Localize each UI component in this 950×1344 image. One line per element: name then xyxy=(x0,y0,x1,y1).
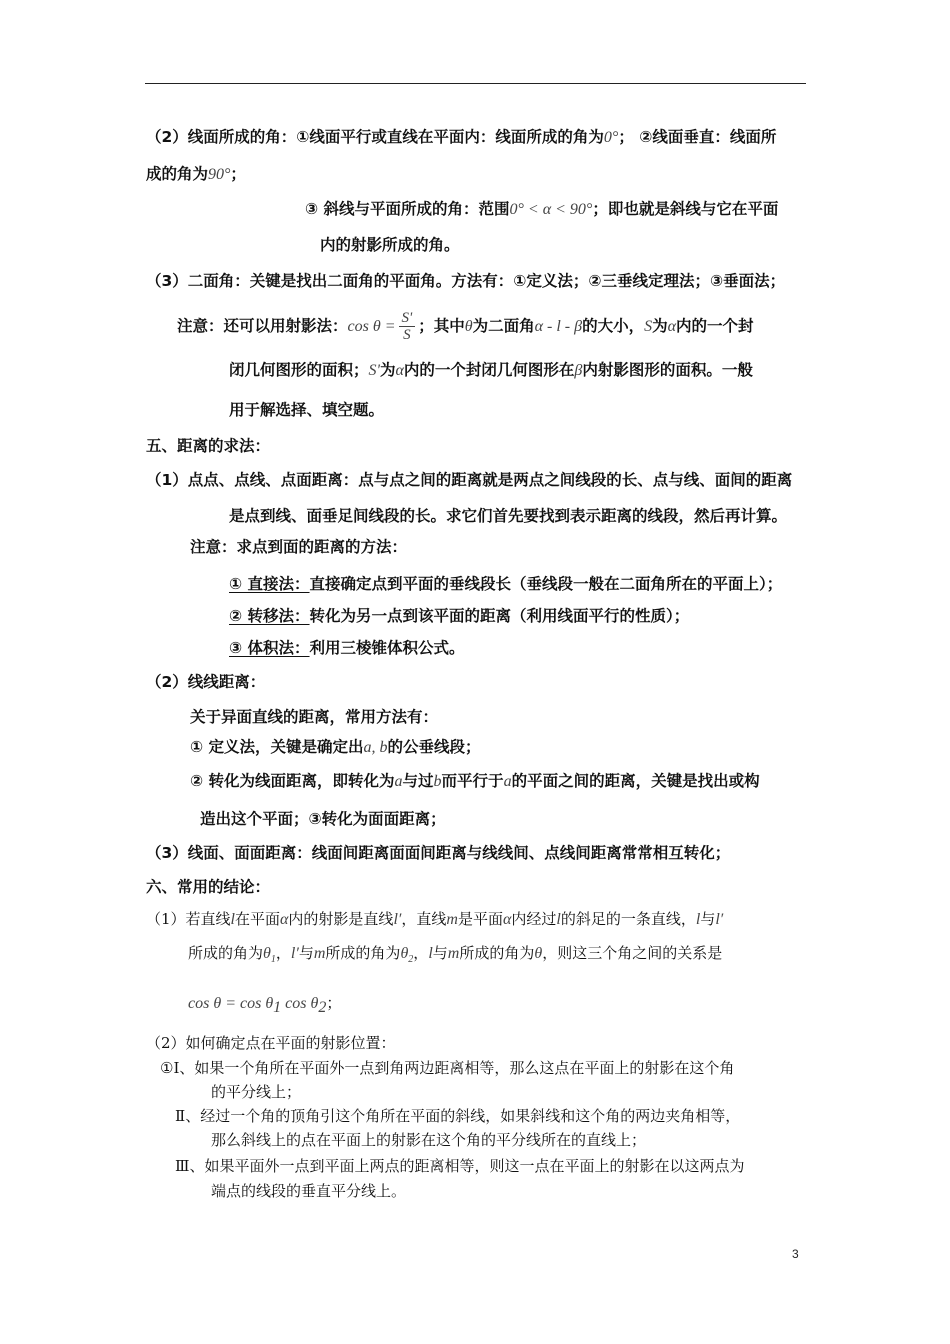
text: 所成的角为 xyxy=(325,944,401,962)
method-transfer xyxy=(229,605,689,627)
text: 闭几何图形的面积； xyxy=(229,361,369,379)
angle-line-plane-line2 xyxy=(146,163,246,186)
text: 利用三棱锥体积公式。 xyxy=(309,639,465,657)
section-five-title: 五、距离的求法： xyxy=(146,437,271,455)
text: 是平面 xyxy=(457,910,503,928)
math-zero-degree: 0° xyxy=(603,129,619,146)
text: 直接确定点到平面的垂线段长（垂线段一般在二面角所在的平面上）； xyxy=(309,575,783,593)
math-angle-range: 0° < α < 90° xyxy=(509,201,593,218)
projection-position-title: （2）如何确定点在平面的射影位置： xyxy=(146,1034,396,1052)
text: ； xyxy=(326,994,342,1012)
math-m: m xyxy=(446,911,458,928)
text: ； ②线面垂直：线面所 xyxy=(618,128,777,146)
math-l: l xyxy=(230,911,235,928)
subscript: 2 xyxy=(408,954,414,966)
conclusion-one-line2 xyxy=(188,936,722,977)
math-S-prime: S' xyxy=(368,362,380,379)
point-plane-note: 注意：求点到面的距离的方法： xyxy=(190,538,408,556)
text: 内射影图形的面积。一般 xyxy=(582,361,753,379)
text: ， xyxy=(275,944,291,962)
text: 内的一个封闭几何图形在 xyxy=(403,361,575,379)
projection-rule-3b: 端点的线段的垂直平分线上。 xyxy=(211,1182,407,1200)
math-b: b xyxy=(433,773,442,790)
math-l: l xyxy=(428,945,433,962)
text: 为二面角 xyxy=(472,317,535,335)
text: 内的射影是直线 xyxy=(288,910,394,928)
text: 与 xyxy=(432,944,448,962)
oblique-line-angle-line2: 内的射影所成的角。 xyxy=(320,236,460,254)
text: 与过 xyxy=(402,772,434,790)
conclusion-one-line1 xyxy=(146,908,723,931)
text: ；即也就是斜线与它在平面 xyxy=(592,200,779,218)
math-dihedral: α - l - β xyxy=(534,318,583,335)
text: （2）线面所成的角：①线面平行或直线在平面内：线面所成的角为 xyxy=(146,128,604,146)
text: ③ 斜线与平面所成的角：范围 xyxy=(305,200,510,218)
math-alpha: α xyxy=(667,318,677,335)
angle-line-plane-line1 xyxy=(146,126,776,149)
projection-rule-2b: 那么斜线上的点在平面上的射影在这个角的平分线所在的直线上； xyxy=(211,1131,647,1149)
text: ，则这三个角之间的关系是 xyxy=(542,944,723,962)
math-theta-1 xyxy=(263,945,276,966)
math-m: m xyxy=(447,945,460,962)
subscript: 1 xyxy=(273,999,282,1016)
skew-method-transform2: 造出这个平面；③转化为面面距离； xyxy=(200,810,446,828)
symbol: θ xyxy=(400,945,409,962)
text: 所成的角为 xyxy=(459,944,535,962)
text: 在平面 xyxy=(235,910,281,928)
math-a: a xyxy=(503,773,512,790)
text: ② 转移法： xyxy=(229,607,310,625)
text: 的大小， xyxy=(582,317,645,335)
dihedral-angle-line: （3）二面角：关键是找出二面角的平面角。方法有：①定义法；②三垂线定理法；③垂面法； xyxy=(146,272,786,290)
text: 内的一个封 xyxy=(676,317,754,335)
math-ab: a, b xyxy=(363,739,388,756)
method-direct xyxy=(229,573,782,595)
math-theta: θ xyxy=(534,945,543,962)
projection-rule-2: Ⅱ、经过一个角的顶角引这个角所在平面的斜线，如果斜线和这个角的两边夹角相等， xyxy=(175,1107,741,1125)
line-line-distance-title: （2）线线距离： xyxy=(146,673,266,691)
math-m: m xyxy=(313,945,326,962)
math-theta: θ xyxy=(464,318,473,335)
fraction-numerator: S' xyxy=(399,310,416,327)
text: 与 xyxy=(700,910,716,928)
math-formula-part: cos θ xyxy=(281,995,319,1012)
text: ，直线 xyxy=(401,910,447,928)
math-alpha: α xyxy=(395,362,404,379)
text: ， xyxy=(413,944,429,962)
header-rule xyxy=(145,83,806,84)
math-theta-2 xyxy=(400,945,414,966)
subscript: 1 xyxy=(270,954,276,966)
text: 的公垂线段； xyxy=(387,738,481,756)
text: ① 定义法，关键是确定出 xyxy=(190,738,364,756)
symbol: θ xyxy=(263,945,271,962)
text: 为 xyxy=(652,317,668,335)
math-l: l xyxy=(695,911,701,928)
math-a: a xyxy=(394,773,403,790)
math-alpha: α xyxy=(502,911,512,928)
text: （1）若直线 xyxy=(146,910,231,928)
text: 为 xyxy=(379,361,396,379)
text: 与 xyxy=(298,944,314,962)
math-fraction xyxy=(399,310,416,343)
projection-method-line xyxy=(177,310,754,343)
projection-rule-1b: 的平分线上； xyxy=(211,1083,302,1101)
text: 内经过 xyxy=(511,910,557,928)
text: ； xyxy=(230,165,246,183)
subscript: 2 xyxy=(318,999,327,1016)
math-l-prime: l′ xyxy=(715,911,724,928)
oblique-line-angle-line xyxy=(305,198,778,221)
page-number: 3 xyxy=(792,1247,799,1261)
text: ③ 体积法： xyxy=(229,639,310,657)
text: ① 直接法： xyxy=(229,575,310,593)
projection-rule-3: Ⅲ、如果平面外一点到平面上两点的距离相等，则这一点在平面上的射影在以这两点为 xyxy=(175,1157,745,1175)
text: 成的角为 xyxy=(146,165,209,183)
point-distance-line1: （1）点点、点线、点面距离：点与点之间的距离就是两点之间线段的长、点与线、面间的距离 xyxy=(146,471,793,489)
projection-method-line3: 用于解选择、填空题。 xyxy=(229,401,385,419)
math-formula-part: cos θ = cos θ xyxy=(188,995,274,1012)
math-l-prime: l′ xyxy=(393,911,402,928)
math-ninety-degree: 90° xyxy=(208,166,231,183)
text: 而平行于 xyxy=(441,772,504,790)
math-beta: β xyxy=(574,362,583,379)
math-alpha: α xyxy=(280,911,289,928)
skew-method-transform xyxy=(190,770,760,793)
point-distance-line2: 是点到线、面垂足间线段的长。求它们首先要找到表示距离的线段，然后再计算。 xyxy=(229,507,788,525)
skew-lines-intro: 关于异面直线的距离，常用方法有： xyxy=(190,708,439,726)
text: 的斜足的一条直线， xyxy=(560,910,696,928)
skew-method-definition xyxy=(190,736,481,759)
fraction-denominator: S xyxy=(403,327,411,343)
math-S: S xyxy=(644,318,653,335)
projection-rule-1: ①Ⅰ、如果一个角所在平面外一点到角两边距离相等，那么这点在平面上的射影在这个角 xyxy=(160,1059,735,1077)
text: 所成的角为 xyxy=(188,944,264,962)
math-cos-theta: cos θ = xyxy=(347,318,396,335)
text: 转化为另一点到该平面的距离（利用线面平行的性质）； xyxy=(309,607,690,625)
text: ② 转化为线面距离，即转化为 xyxy=(190,772,395,790)
cosine-formula xyxy=(188,992,341,1019)
method-volume xyxy=(229,637,465,659)
text: 的平面之间的距离，关键是找出或构 xyxy=(511,772,760,790)
math-l-prime: l′ xyxy=(290,945,299,962)
text: 注意：还可以用射影法： xyxy=(177,317,348,335)
text: ；其中 xyxy=(418,317,465,335)
math-l: l xyxy=(556,911,561,928)
projection-method-line2 xyxy=(229,359,753,382)
plane-distance-line: （3）线面、面面距离：线面间距离面面间距离与线线间、点线间距离常常相互转化； xyxy=(146,844,731,862)
section-six-title: 六、常用的结论： xyxy=(146,878,271,896)
